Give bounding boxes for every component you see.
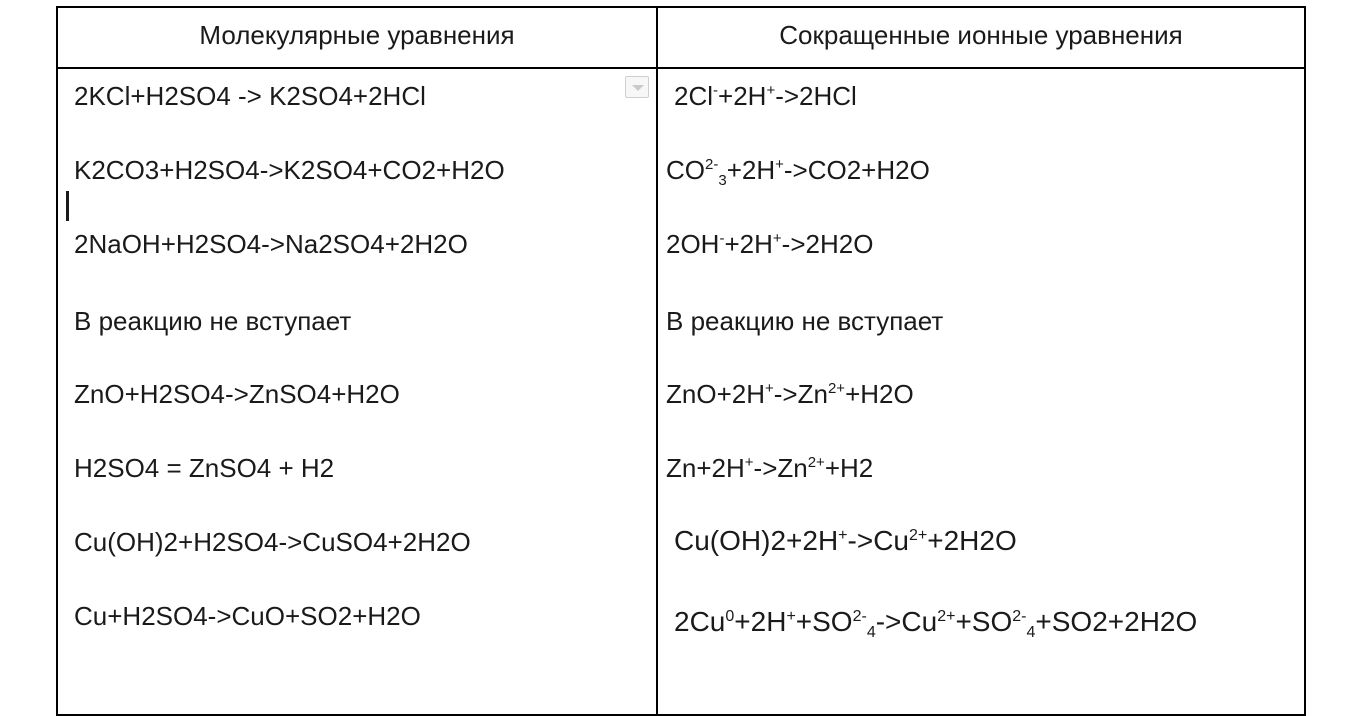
ionic-equation-2[interactable]: $CO^{2-}_3+2H^+->CO2+H2O$ [666,155,930,189]
molecular-equation-1[interactable]: 2KCl+H2SO4 -> K2SO4+2HCl [74,81,426,111]
ionic-equation-7[interactable]: $Cu(OH)2+2H^+->Cu^{2+}+2H2O$ [674,525,1017,556]
header-divider [56,67,1306,69]
molecular-equation-8[interactable]: Cu+H2SO4->CuO+SO2+H2O [74,601,421,631]
molecular-equation-7[interactable]: Cu(OH)2+H2SO4->CuSO4+2H2O [74,527,471,557]
ionic-equation-3[interactable]: 2OH-+2H+->2H2O [666,229,874,259]
molecular-equation-2[interactable]: K2CO3+H2SO4->K2SO4+CO2+H2O [74,155,505,185]
header-ionic: Сокращенные ионные уравнения [779,20,1183,50]
molecular-equation-3[interactable]: 2NaOH+H2SO4->Na2SO4+2H2O [74,229,468,259]
text-cursor [66,191,69,221]
molecular-equation-6[interactable]: H2SO4 = ZnSO4 + H2 [74,453,335,483]
ionic-equation-8[interactable]: $2Cu^0+2H^++SO^{2-}_4->Cu^{2+}+SO^{2-}_4+SO2+2H2O$ [674,606,1198,641]
ionic-equation-1[interactable]: 2Cl-+2H+->2HCl [674,81,857,111]
ionic-equation-6[interactable]: $Zn+2H^+->Zn^{2+}+H2$ [666,453,874,483]
molecular-equation-4[interactable]: В реакцию не вступает [74,306,352,336]
header-molecular: Молекулярные уравнения [199,20,515,50]
ionic-equation-5[interactable]: $ZnO+2H^+->Zn^{2+}+H2O$ [666,379,914,409]
column-divider [656,6,658,716]
molecular-equation-5[interactable]: ZnO+H2SO4->ZnSO4+H2O [74,379,400,409]
ionic-equation-4[interactable]: В реакцию не вступает [666,306,944,336]
cell-dropdown-button[interactable] [625,76,649,98]
